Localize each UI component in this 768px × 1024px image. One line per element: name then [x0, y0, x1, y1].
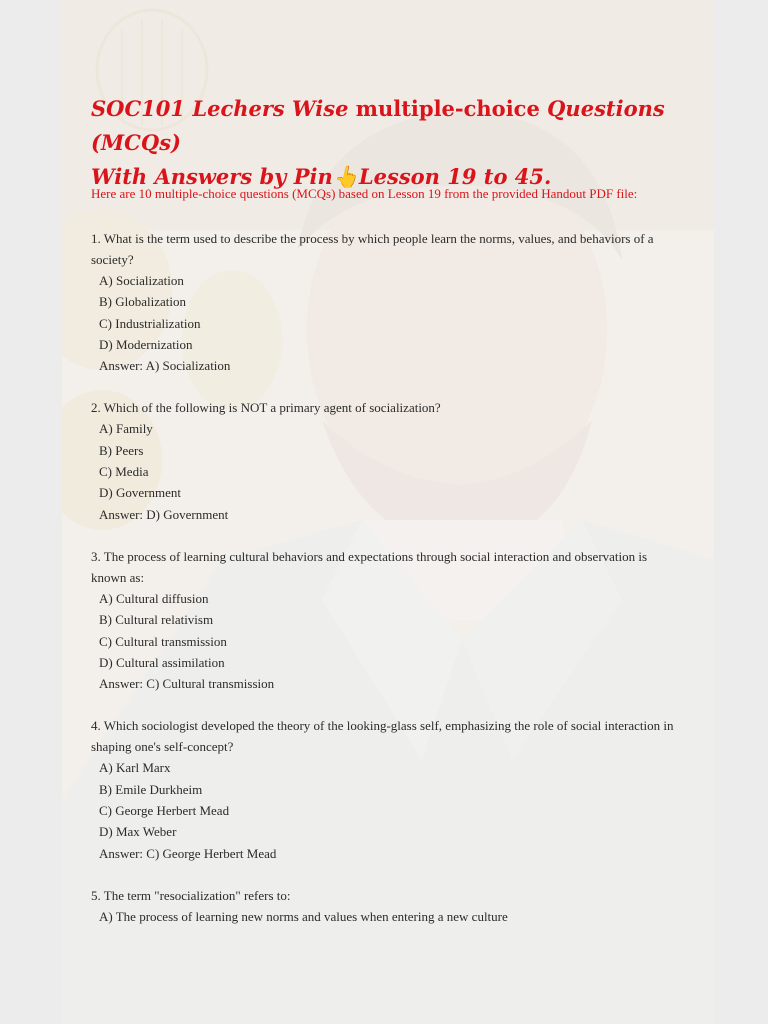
right-margin — [714, 0, 768, 1024]
option-b: B) Peers — [99, 442, 144, 458]
page-title — [91, 92, 691, 194]
title-course: SOC101 Lechers Wise — [91, 96, 349, 121]
option-b: B) Emile Durkheim — [99, 781, 203, 797]
question-list — [91, 228, 681, 948]
title-line-1 — [91, 92, 691, 160]
title-line-2: With Answers by Pin👆Lesson 19 to 45. — [91, 164, 552, 189]
answer: Answer: C) Cultural transmission — [99, 676, 275, 692]
question-text: 3. The process of learning cultural behaviors and expectations through social interaction and observation is known as: — [91, 548, 648, 585]
option-a: A) Family — [99, 421, 153, 437]
option-d: D) Cultural assimilation — [99, 654, 225, 670]
question-text: 5. The term "resocialization" refers to: — [91, 887, 291, 903]
left-margin — [0, 0, 62, 1024]
question-2 — [91, 397, 681, 524]
answer: Answer: A) Socialization — [99, 358, 231, 374]
option-b: B) Cultural relativism — [99, 612, 214, 628]
title-mcq-word: multiple-choice — [348, 96, 548, 121]
option-d: D) Government — [99, 485, 181, 501]
question-text: 2. Which of the following is NOT a primary agent of socialization? — [91, 400, 441, 416]
option-a: A) Cultural diffusion — [99, 590, 209, 606]
option-a: A) Karl Marx — [99, 760, 171, 776]
option-c: C) George Herbert Mead — [99, 803, 230, 819]
option-d: D) Max Weber — [99, 824, 177, 840]
option-a: A) The process of learning new norms and values when entering a new culture — [99, 908, 508, 924]
option-c: C) Media — [99, 464, 149, 480]
question-1 — [91, 228, 681, 376]
question-text: 4. Which sociologist developed the theory of the looking-glass self, emphasizing the role of social interaction in shaping one's self-concept? — [91, 718, 674, 755]
option-c: C) Industrialization — [99, 315, 201, 331]
option-b: B) Globalization — [99, 294, 187, 310]
answer: Answer: C) George Herbert Mead — [99, 845, 277, 861]
answer: Answer: D) Government — [99, 506, 229, 522]
option-a: A) Socialization — [99, 273, 184, 288]
title-questions: Questions (MCQs) — [91, 96, 665, 155]
question-text: 1. What is the term used to describe the process by which people learn the norms, values, and behaviors of a society? — [91, 231, 654, 267]
option-c: C) Cultural transmission — [99, 633, 227, 649]
question-3 — [91, 546, 681, 694]
document-page — [62, 0, 714, 1024]
question-4 — [91, 715, 681, 863]
option-d: D) Modernization — [99, 336, 193, 352]
question-5 — [91, 885, 681, 927]
intro-text: Here are 10 multiple-choice questions (MCQs) based on Lesson 19 from the provided Handout PDF file: — [91, 186, 638, 201]
